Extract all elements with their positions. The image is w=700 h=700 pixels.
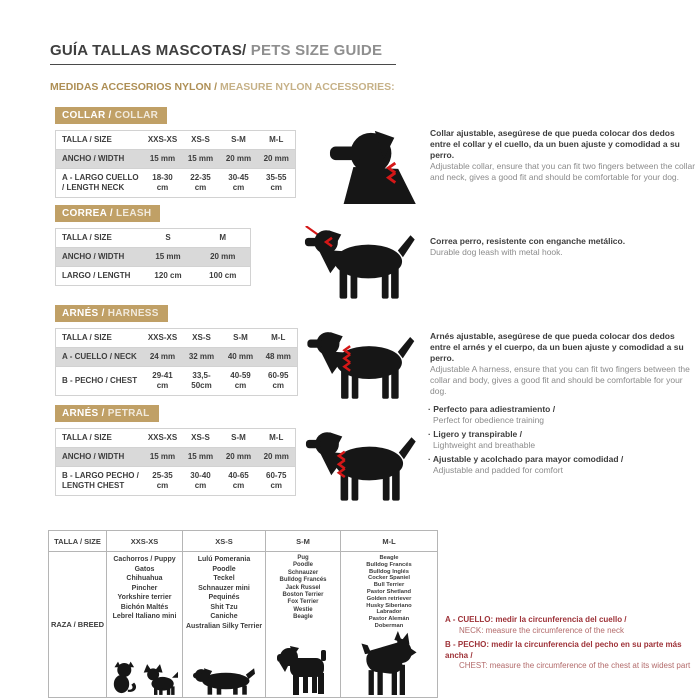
page-subtitle-en: MEASURE NYLON ACCESSORIES: — [217, 81, 395, 93]
breed-item: Pastor Shetland — [366, 588, 412, 595]
leash-length-row — [56, 267, 251, 286]
breed-item: Caniche — [210, 613, 238, 620]
breed-table-body-row — [49, 552, 438, 698]
breed-cell-xs-s — [183, 552, 266, 698]
page-subtitle — [50, 81, 395, 93]
petral-chest-value: 30-40 cm — [182, 467, 220, 496]
breed-item: Cocker Spaniel — [368, 575, 410, 582]
collar-badge — [55, 107, 167, 124]
petral-bullet-en: Lightweight and breathable — [433, 440, 536, 450]
page-title-es: GUÍA TALLAS MASCOTAS/ — [50, 42, 247, 59]
harness-neck-row — [56, 348, 298, 367]
petral-size-table — [55, 428, 296, 496]
leash-badge — [55, 205, 160, 222]
petral-width-value: 20 mm — [220, 448, 258, 467]
petral-bullet — [428, 454, 696, 476]
leash-badge-en: LEASH — [112, 208, 152, 219]
breed-item: Cachorros / Puppy — [113, 556, 176, 563]
breed-item: Shit Tzu — [210, 603, 238, 611]
harness-neck-value: 32 mm — [182, 348, 222, 367]
breed-item: Fox Terrier — [287, 599, 319, 606]
collar-table-header-row — [56, 131, 296, 150]
breed-list-s-m — [266, 552, 340, 622]
petral-table-header-row — [56, 429, 296, 448]
breed-item: Bulldog Francés — [279, 577, 327, 584]
collar-badge-en: COLLAR — [111, 110, 159, 121]
leash-th-size: TALLA / SIZE — [56, 229, 141, 248]
harness-desc-es: Arnés ajustable, asegúrese de que pueda colocar dos dedos entre el arnés y el cuerpo, da un buen ajuste y comodidad a su perro. — [430, 331, 684, 363]
cat-silhouette-icon — [111, 659, 139, 695]
breed-list-xs-s — [183, 552, 265, 631]
breed-size-table — [48, 530, 438, 698]
petral-th-s-m: S-M — [220, 429, 258, 448]
breed-item: Golden retriever — [366, 595, 412, 602]
breed-item: Poodle — [212, 565, 236, 573]
doberman-silhouette-icon — [360, 631, 418, 695]
breed-item: Beagle — [293, 614, 313, 621]
page-title-en: PETS SIZE GUIDE — [246, 42, 383, 59]
collar-width-label: ANCHO / WIDTH — [56, 150, 144, 169]
leash-size-table — [55, 228, 251, 286]
breed-item: Boston Terrier — [282, 592, 324, 599]
breed-item: Pincher — [131, 584, 158, 592]
collar-width-value: 20 mm — [258, 150, 296, 169]
collar-width-value: 20 mm — [220, 150, 258, 169]
petral-badge-en: PETRAL — [104, 408, 150, 419]
breed-list-m-l — [341, 552, 437, 630]
breed-th-m-l: M-L — [341, 531, 438, 552]
collar-desc-es: Collar ajustable, asegúrese de que pueda colocar dos dedos entre el collar y el cuello, da un buen ajuste y comodidad a su perro. — [430, 128, 680, 160]
petral-chest-value: 40-65 cm — [220, 467, 258, 496]
petral-bullet-en: Adjustable and padded for comfort — [433, 465, 563, 475]
petral-chest-value: 25-35 cm — [144, 467, 182, 496]
petral-feature-list — [428, 404, 696, 479]
neck-note-en: NECK: measure the circumference of the neck — [459, 625, 624, 635]
collar-width-value: 15 mm — [144, 150, 182, 169]
harness-section — [55, 303, 298, 396]
collar-section — [55, 105, 296, 198]
leash-badge-es: CORREA / — [62, 208, 113, 219]
harness-desc-en: Adjustable A harness, ensure that you can fit two fingers between the collar and body, gives a good fit and should be comfortable for your dog. — [430, 364, 690, 396]
breed-item: Lebrel Italiano mini — [112, 613, 177, 620]
leash-table-header-row — [56, 229, 251, 248]
breed-item: Bulldog Francés — [366, 561, 412, 568]
breed-item: Chihuahua — [126, 575, 163, 582]
leash-width-value: 20 mm — [196, 248, 251, 267]
petral-badge — [55, 405, 159, 422]
petral-bullet — [428, 429, 696, 451]
petral-width-row — [56, 448, 296, 467]
harness-chest-value: 40-59 cm — [222, 367, 260, 396]
breed-th-s-m: S-M — [266, 531, 341, 552]
breed-item: Westie — [293, 606, 313, 613]
measurement-notes — [445, 615, 697, 676]
petral-th-xxs-xs: XXS-XS — [144, 429, 182, 448]
leash-length-value: 120 cm — [141, 267, 196, 286]
breed-corner-cell: TALLA / SIZE — [49, 531, 107, 552]
collar-length-value: 18-30 cm — [144, 169, 182, 198]
collar-length-label: A - LARGO CUELLO / LENGTH NECK — [56, 169, 144, 198]
breed-item: Pastor Alemán — [368, 616, 410, 623]
breed-item: Teckel — [213, 575, 235, 582]
dachshund-silhouette-icon — [193, 667, 255, 695]
petral-badge-es: ARNÉS / — [62, 408, 105, 419]
collar-width-row — [56, 150, 296, 169]
collar-desc-en: Adjustable collar, ensure that you can fit two fingers between the collar and neck, gives a good fit and should be comfortable for your dog. — [430, 161, 696, 182]
leash-dog-silhouette-icon — [296, 226, 422, 302]
leash-section — [55, 203, 251, 286]
breed-item: Bichón Maltés — [120, 603, 169, 611]
petral-section — [55, 403, 296, 496]
breed-th-xxs-xs: XXS-XS — [107, 531, 183, 552]
harness-dog-silhouette-icon — [298, 328, 422, 402]
leash-length-value: 100 cm — [196, 267, 251, 286]
collar-th-s-m: S-M — [220, 131, 258, 150]
petral-dog-silhouette-icon — [298, 428, 422, 504]
harness-description — [430, 331, 696, 397]
breed-row-label: RAZA / BREED — [49, 552, 107, 698]
petral-bullet-es: · Ligero y transpirable / — [428, 429, 696, 440]
breed-item: Lulú Pomerania — [197, 556, 251, 563]
petral-bullet — [428, 404, 696, 426]
petral-chest-label: B - LARGO PECHO / LENGTH CHEST — [56, 467, 144, 496]
breed-th-xs-s: XS-S — [183, 531, 266, 552]
petral-th-m-l: M-L — [258, 429, 296, 448]
collar-th-xs-s: XS-S — [182, 131, 220, 150]
harness-chest-value: 60-95 cm — [260, 367, 298, 396]
petral-th-xs-s: XS-S — [182, 429, 220, 448]
petral-th-size: TALLA / SIZE — [56, 429, 144, 448]
breed-cell-m-l — [341, 552, 438, 698]
breed-item: Husky Siberiano — [366, 602, 412, 609]
collar-length-row — [56, 169, 296, 198]
breed-item: Jack Russel — [285, 584, 321, 591]
petral-width-value: 15 mm — [144, 448, 182, 467]
chest-note-en: CHEST: measure the circumference of the chest at its widest part — [459, 661, 691, 670]
page-title — [50, 42, 396, 65]
collar-length-value: 30-45 cm — [220, 169, 258, 198]
harness-th-s-m: S-M — [222, 329, 260, 348]
breed-list-xxs-xs — [107, 552, 182, 622]
harness-chest-label: B - PECHO / CHEST — [56, 367, 144, 396]
chest-note — [445, 640, 697, 672]
collar-th-xxs-xs: XXS-XS — [144, 131, 182, 150]
collar-size-table — [55, 130, 296, 198]
silhouettes-xxs-xs — [107, 659, 182, 695]
chihuahua-silhouette-icon — [142, 664, 178, 695]
collar-th-m-l: M-L — [258, 131, 296, 150]
page-subtitle-es: MEDIDAS ACCESORIOS NYLON / — [50, 81, 218, 93]
collar-width-value: 15 mm — [182, 150, 220, 169]
breed-item: Poodle — [292, 562, 313, 569]
chest-note-es: B - PECHO: medir la circunferencia del pecho en su parte más ancha / — [445, 640, 682, 660]
harness-th-m-l: M-L — [260, 329, 298, 348]
petral-chest-value: 60-75 cm — [258, 467, 296, 496]
breed-item: Bulldog Inglés — [369, 568, 409, 575]
breed-cell-s-m — [266, 552, 341, 698]
leash-width-value: 15 mm — [141, 248, 196, 267]
leash-th-m: M — [196, 229, 251, 248]
collar-dog-silhouette-icon — [312, 126, 424, 204]
petral-bullet-en: Perfect for obedience training — [433, 415, 545, 425]
neck-note — [445, 615, 697, 636]
harness-neck-value: 48 mm — [260, 348, 298, 367]
harness-neck-value: 40 mm — [222, 348, 260, 367]
harness-size-table — [55, 328, 298, 396]
leash-width-row — [56, 248, 251, 267]
collar-th-size: TALLA / SIZE — [56, 131, 144, 150]
breed-item: Pequinés — [208, 594, 240, 601]
breed-item: Gatos — [134, 565, 155, 573]
leash-description — [430, 236, 696, 258]
breed-cell-xxs-xs — [107, 552, 183, 698]
neck-note-es: A - CUELLO: medir la circunferencia del cuello / — [445, 615, 627, 624]
petral-chest-row — [56, 467, 296, 496]
collar-description — [430, 128, 696, 183]
silhouettes-s-m — [266, 645, 340, 695]
harness-table-header-row — [56, 329, 298, 348]
petral-bullet-es: · Ajustable y acolchado para mayor comodidad / — [428, 454, 696, 465]
leash-length-label: LARGO / LENGTH — [56, 267, 141, 286]
harness-badge — [55, 305, 168, 322]
harness-th-xs-s: XS-S — [182, 329, 222, 348]
breed-item: Labrador — [376, 609, 402, 616]
leash-desc-en: Durable dog leash with metal hook. — [430, 247, 563, 257]
breed-item: Pug — [297, 555, 309, 561]
petral-width-value: 20 mm — [258, 448, 296, 467]
breed-item: Schnauzer mini — [198, 584, 250, 592]
collar-length-value: 35-55 cm — [258, 169, 296, 198]
collar-badge-es: COLLAR / — [62, 110, 112, 121]
harness-chest-row — [56, 367, 298, 396]
harness-badge-en: HARNESS — [104, 308, 159, 319]
leash-th-s: S — [141, 229, 196, 248]
silhouettes-m-l — [341, 631, 437, 695]
harness-chest-value: 33,5-50cm — [182, 367, 222, 396]
harness-th-xxs-xs: XXS-XS — [144, 329, 182, 348]
leash-desc-es: Correa perro, resistente con enganche metálico. — [430, 236, 626, 246]
breed-item: Yorkshire terrier — [117, 594, 172, 601]
breed-table-header-row — [49, 531, 438, 552]
breed-item: Doberman — [374, 622, 404, 629]
petral-width-label: ANCHO / WIDTH — [56, 448, 144, 467]
harness-badge-es: ARNÉS / — [62, 308, 105, 319]
collar-length-value: 22-35 cm — [182, 169, 220, 198]
breed-item: Australian Silky Terrier — [185, 622, 263, 630]
petral-width-value: 15 mm — [182, 448, 220, 467]
breed-item: Beagle — [379, 555, 399, 561]
harness-chest-value: 29-41 cm — [144, 367, 182, 396]
schnauzer-silhouette-icon — [277, 645, 329, 695]
breed-item: Schnauzer — [287, 569, 319, 576]
silhouettes-xs-s — [183, 667, 265, 695]
leash-width-label: ANCHO / WIDTH — [56, 248, 141, 267]
harness-neck-value: 24 mm — [144, 348, 182, 367]
petral-bullet-es: · Perfecto para adiestramiento / — [428, 404, 696, 415]
breed-item: Bull Terrier — [373, 582, 405, 589]
harness-neck-label: A - CUELLO / NECK — [56, 348, 144, 367]
harness-th-size: TALLA / SIZE — [56, 329, 144, 348]
